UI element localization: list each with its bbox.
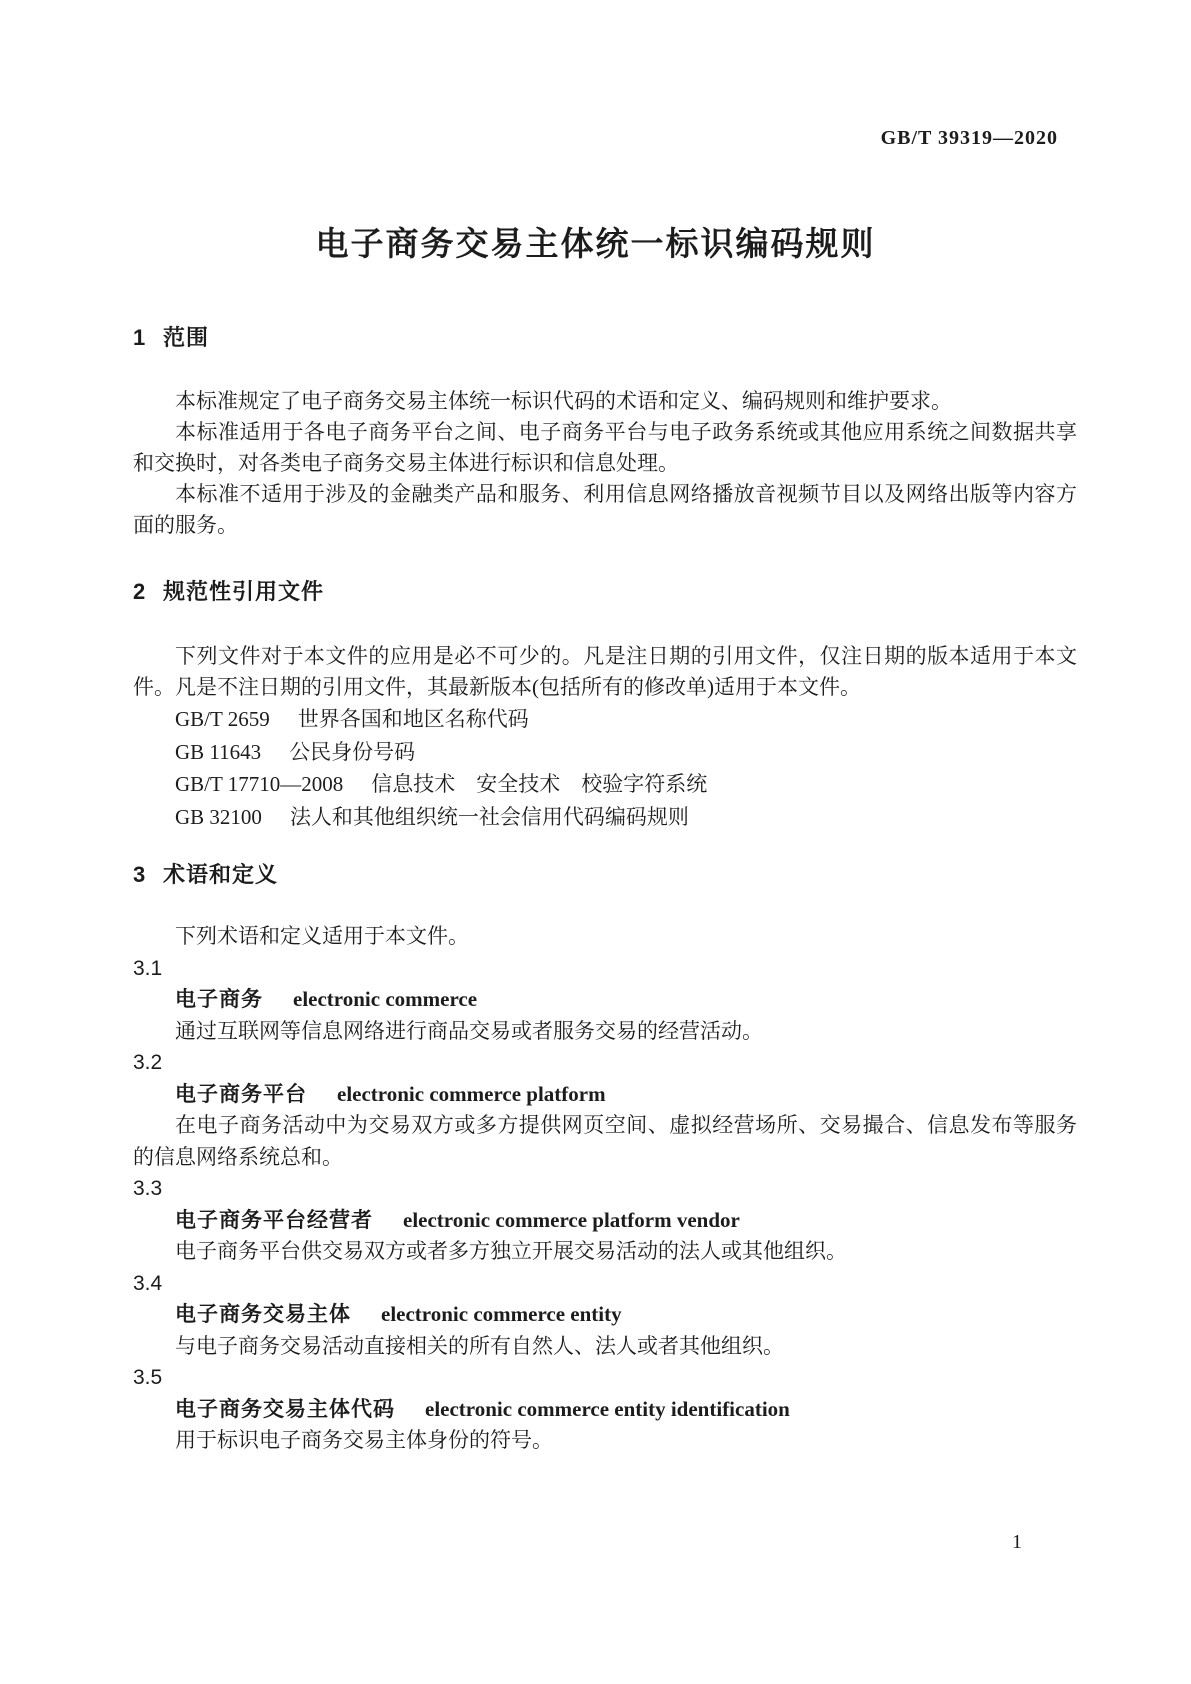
- reference-code: GB/T 17710—2008: [175, 772, 344, 797]
- term-number: 3.3: [133, 1177, 163, 1200]
- term-definition: 用于标识电子商务交易主体身份的符号。: [175, 1428, 553, 1452]
- reference-title: 公民身份号码: [289, 739, 416, 764]
- reference-title: 法人和其他组织统一社会信用代码编码规则: [289, 804, 689, 829]
- term-definition: 与电子商务交易活动直接相关的所有自然人、法人或者其他组织。: [175, 1333, 784, 1358]
- section-1-number: 1: [133, 325, 147, 350]
- reference-item: [133, 801, 1077, 834]
- term-english: electronic commerce entity: [381, 1302, 622, 1326]
- reference-item: [133, 703, 1077, 736]
- term-definition: 在电子商务活动中为交易双方或多方提供网页空间、虚拟经营场所、交易撮合、信息发布等服务的信息网络系统总和。: [133, 1113, 1077, 1169]
- term-heading: [133, 1205, 1077, 1237]
- section-3-body: [133, 921, 1077, 1457]
- section-3-number: 3: [133, 862, 147, 887]
- paragraph: 本标准不适用于涉及的金融类产品和服务、利用信息网络播放音视频节目以及网络出版等内容方面的服务。: [133, 482, 1077, 537]
- term-definition: 电子商务平台供交易双方或者多方独立开展交易活动的法人或其他组织。: [175, 1239, 847, 1263]
- term-heading: [133, 1079, 1077, 1111]
- term-definition: 通过互联网等信息网络进行商品交易或者服务交易的经营活动。: [175, 1018, 763, 1043]
- section-3-heading: [133, 859, 1077, 891]
- document-title: 电子商务交易主体统一标识编码规则: [315, 225, 876, 262]
- term-english: electronic commerce platform vendor: [403, 1207, 740, 1232]
- page-number: 1: [1012, 1531, 1022, 1553]
- paragraph: 下列文件对于本文件的应用是必不可少的。凡是注日期的引用文件，仅注日期的版本适用于本文件。凡是不注日期的引用文件，其最新版本(包括所有的修改单)适用于本文件。: [133, 644, 1077, 699]
- term-number: 3.5: [133, 1366, 163, 1389]
- term-heading: [133, 1394, 1077, 1426]
- reference-item: [133, 736, 1077, 769]
- term-english: electronic commerce entity identification: [425, 1396, 790, 1421]
- section-1-body: [133, 386, 1077, 541]
- paragraph: 本标准规定了电子商务交易主体统一标识代码的术语和定义、编码规则和维护要求。: [175, 389, 952, 413]
- term-english: electronic commerce platform: [337, 1081, 606, 1106]
- reference-code: GB 32100: [175, 804, 262, 829]
- section-2-body: [133, 641, 1077, 703]
- term-heading: [133, 1299, 1077, 1331]
- reference-title: 信息技术 安全技术 校验字符系统: [371, 772, 708, 797]
- term-chinese: 电子商务交易主体: [175, 1303, 351, 1326]
- reference-code: GB 11643: [175, 739, 262, 764]
- term-chinese: 电子商务平台: [175, 1082, 307, 1106]
- reference-title: 世界各国和地区名称代码: [297, 707, 529, 731]
- standard-number: GB/T 39319—2020: [880, 127, 1058, 149]
- term-number: 3.4: [133, 1271, 163, 1295]
- section-1-heading: [133, 322, 1077, 354]
- section-1-title: 范围: [163, 325, 210, 350]
- paragraph: 本标准适用于各电子商务平台之间、电子商务平台与电子政务系统或其他应用系统之间数据共享和交换时，对各类电子商务交易主体进行标识和信息处理。: [133, 420, 1077, 475]
- section-2-heading: [133, 576, 1077, 608]
- term-number: 3.2: [133, 1051, 163, 1074]
- term-heading: [133, 984, 1077, 1016]
- reference-code: GB/T 2659: [175, 707, 270, 731]
- section-3-title: 术语和定义: [163, 862, 279, 887]
- reference-item: [133, 768, 1077, 801]
- term-number: 3.1: [133, 956, 163, 980]
- section-2-title: 规范性引用文件: [163, 579, 325, 604]
- term-chinese: 电子商务: [175, 988, 263, 1011]
- references-list: [133, 703, 1077, 833]
- term-chinese: 电子商务平台经营者: [175, 1208, 373, 1232]
- section-2-number: 2: [133, 579, 147, 604]
- term-chinese: 电子商务交易主体代码: [175, 1397, 395, 1421]
- term-english: electronic commerce: [293, 987, 478, 1011]
- terms-intro: 下列术语和定义适用于本文件。: [175, 924, 469, 948]
